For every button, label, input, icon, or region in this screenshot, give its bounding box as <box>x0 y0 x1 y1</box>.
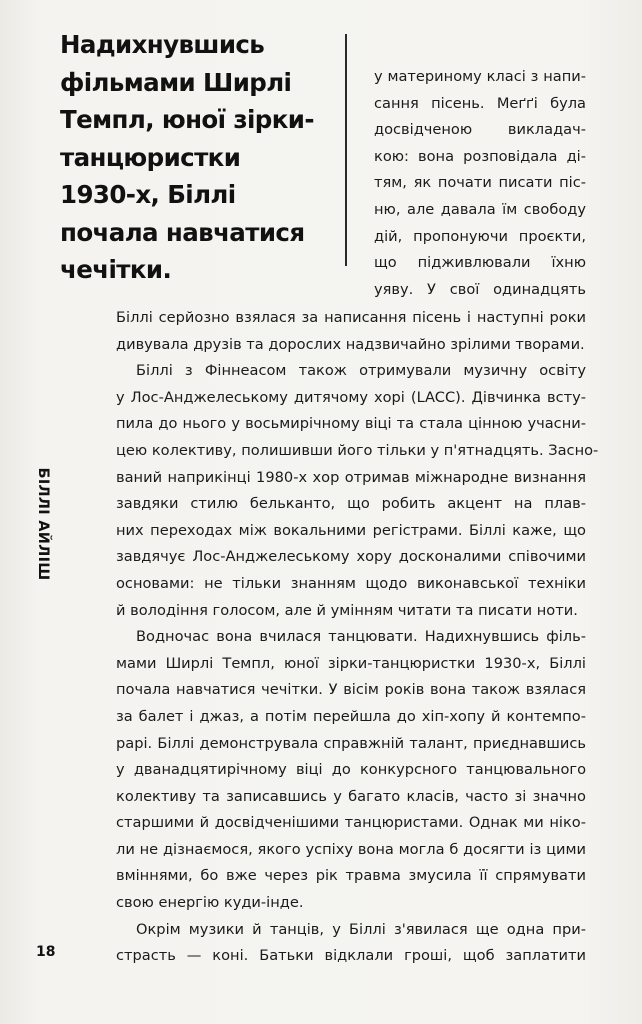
text-line: Водночас вона вчилася танцювати. Надихнувшись філь- <box>136 628 586 646</box>
text-line: основами: не тільки знанням щодо виконавської техніки <box>116 574 586 592</box>
text-line: дивувала друзів та дорослих надзвичайно зрілими творами. <box>116 335 585 353</box>
text-line: у дванадцятирічному віці до конкурсного танцювального <box>116 761 586 779</box>
pull-quote-divider <box>345 34 347 266</box>
text-line: почала навчатися чечітки. У вісім років вона також взялася <box>116 681 586 699</box>
text-line: старшими й досвідченішими танцюристами. Однак ми ніко- <box>116 814 586 832</box>
text-line: пила до нього у восьмирічному віці та стала цінною учасни- <box>116 415 586 433</box>
text-line: рарі. Біллі демонструвала справжній талант, приєднавшись <box>116 734 586 752</box>
pull-quote-line: почала навчатися <box>60 217 305 247</box>
text-line: ли не дізнаємося, якого успіху вона могла б досягти із цими <box>116 840 586 858</box>
text-line: що підживлювали їхню <box>374 254 586 272</box>
text-line: мами Ширлі Темпл, юної зірки-танцюристки 1930-х, Біллі <box>116 654 586 672</box>
pull-quote-line: Надихнувшись <box>60 30 265 59</box>
pull-quote-line: Темпл, юної зірки- <box>60 105 314 134</box>
right-text-column <box>374 64 586 303</box>
text-line: вміннями, бо вже через рік травма змусила її спрямувати <box>116 867 586 885</box>
text-line: й володіння голосом, але й умінням читати та писати ноти. <box>116 601 578 619</box>
text-line: дій, пропонуючи проєкти, <box>374 227 586 245</box>
pull-quote-line: 1930-х, Біллі <box>60 180 236 209</box>
text-line: Біллі з Фіннеасом також отримували музичну освіту <box>136 362 586 380</box>
text-line: колективу та записавшись у багато класів, часто зі значно <box>116 787 586 805</box>
text-line: уяву. У свої одинадцять <box>374 280 586 298</box>
text-line: досвідченою викладач- <box>374 121 586 139</box>
running-head-book-title: БІЛЛІ АЙЛІШ <box>35 467 51 581</box>
main-text-column <box>116 305 599 970</box>
text-line: страсть — коні. Батьки відклали гроші, щоб заплатити <box>116 947 586 965</box>
text-line: кою: вона розповідала ді- <box>374 147 586 165</box>
text-line: за балет і джаз, а потім перейшла до хіп-хопу й контемпо- <box>116 707 586 725</box>
text-line: у материному класі з напи- <box>374 68 586 85</box>
text-line: Біллі серйозно взялася за написання пісень і наступні роки <box>116 309 586 326</box>
pull-quote-line: танцюристки <box>60 142 241 172</box>
text-line: ню, але давала їм свободу <box>374 200 586 218</box>
text-line: Окрім музики й танців, у Біллі з'явилася ще одна при- <box>136 920 586 938</box>
page-number: 18 <box>36 944 56 960</box>
text-line: ваний наприкінці 1980-х хор отримав міжнародне визнання <box>116 468 586 486</box>
pull-quote-line: чечітки. <box>60 255 172 284</box>
text-line: завдяки стилю бельканто, що робить акцент на плав- <box>116 495 586 513</box>
text-line: завдячує Лос-Анджелеському хору досконалими співочими <box>116 548 586 566</box>
pull-quote-line: фільмами Ширлі <box>60 67 292 97</box>
pull-quote <box>60 26 330 289</box>
text-line: свою енергію куди-інде. <box>116 894 304 912</box>
text-line: сання пісень. Меґґі була <box>374 94 586 112</box>
text-line: них переходах між вокальними регістрами. Біллі каже, що <box>116 521 586 539</box>
text-line: тям, як почати писати піс- <box>374 174 586 192</box>
text-line: цею колективу, полишивши його тільки у п'ятнадцять. Засно- <box>116 441 599 459</box>
text-line: у Лос-Анджелеському дитячому хорі (LACC). Дівчинка всту- <box>116 388 586 406</box>
